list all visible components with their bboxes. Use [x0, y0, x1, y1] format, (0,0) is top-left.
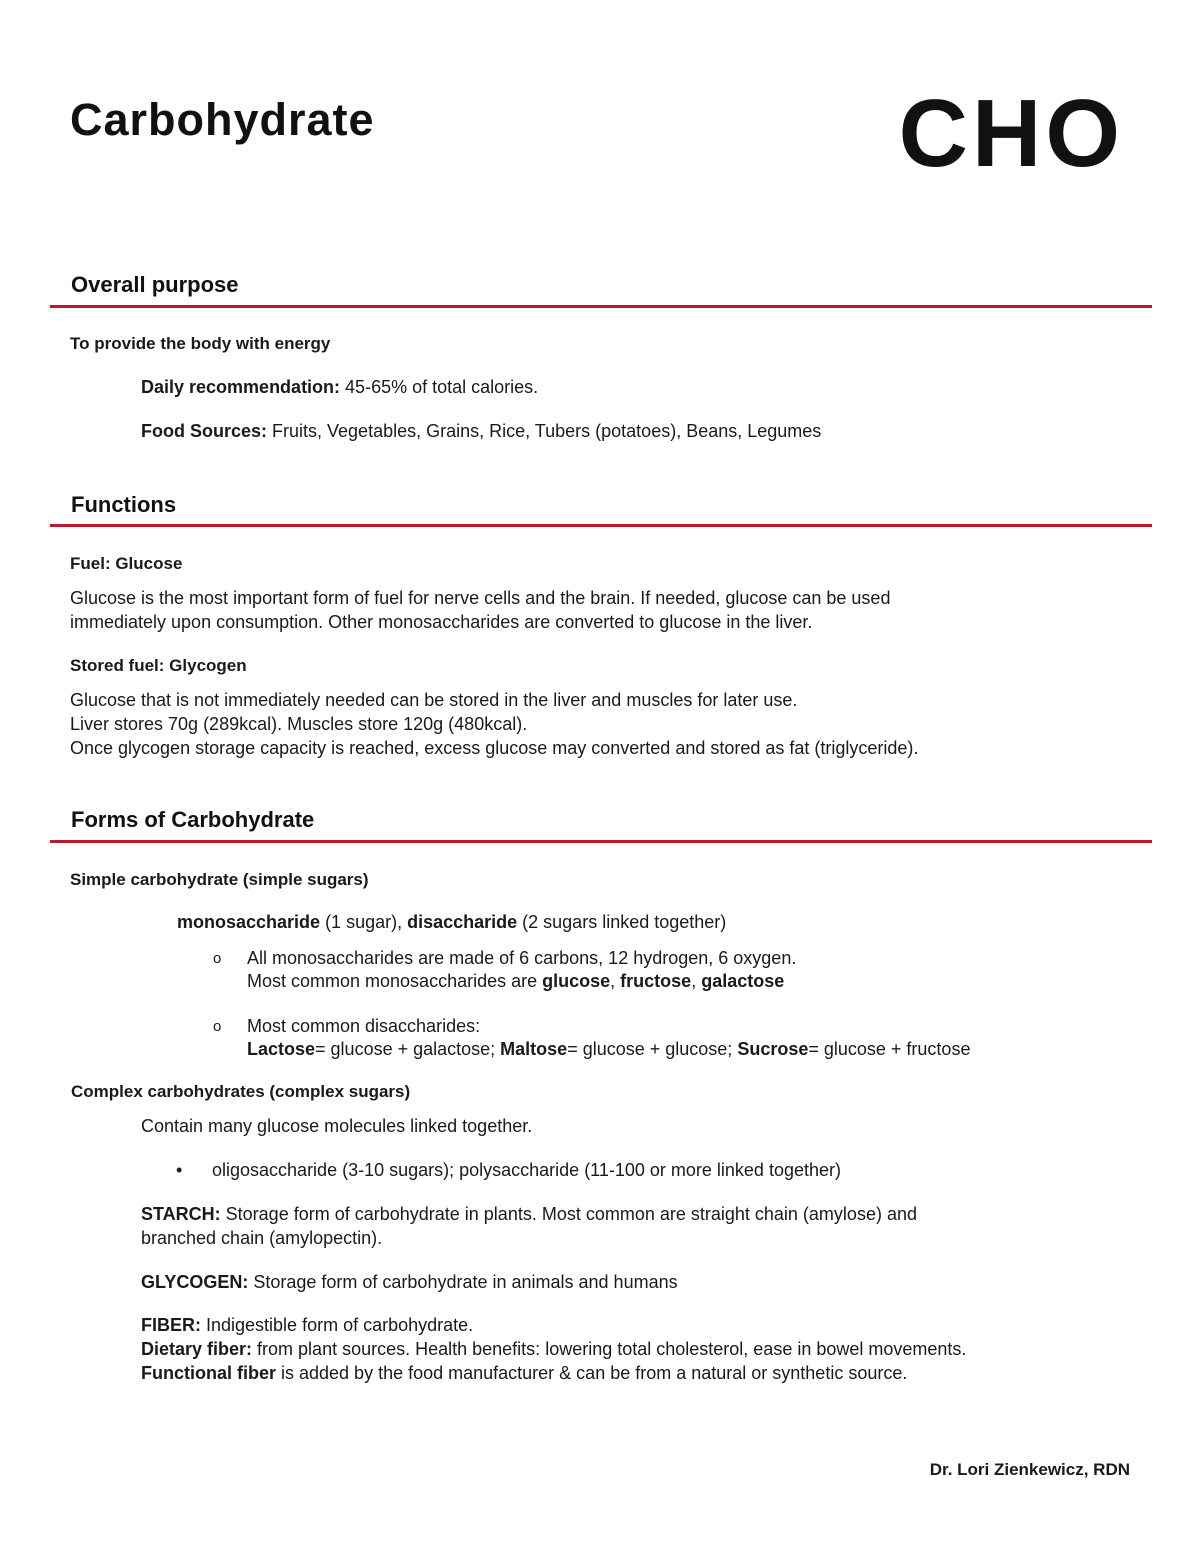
functional-fiber-line: [141, 1361, 907, 1385]
footer-author: Dr. Lori Zienkewicz, RDN: [929, 1460, 1130, 1479]
functional-fiber-label: Functional fiber: [141, 1363, 276, 1383]
daily-value: 45-65% of total calories.: [340, 377, 539, 397]
glycogen-text: Storage form of carbohydrate in animals and humans: [248, 1272, 678, 1292]
glycogen-line: [141, 1270, 678, 1294]
bullet-marker: o: [213, 1018, 222, 1035]
glucose-term: glucose: [542, 971, 611, 991]
di-text-line: Most common disaccharides:: [247, 1016, 481, 1036]
bullet-marker: o: [213, 950, 222, 967]
mono-common-line: [247, 969, 784, 993]
fiber-label: FIBER:: [141, 1315, 201, 1335]
simple-carbs-heading: Simple carbohydrate (simple sugars): [70, 870, 369, 889]
purpose-lead: To provide the body with energy: [70, 334, 331, 353]
disaccharide-term: disaccharide: [407, 912, 518, 932]
simple-carbs-definition: [177, 910, 726, 934]
dietary-fiber-line: [141, 1337, 966, 1361]
section-divider: [50, 305, 1152, 308]
complex-carbs-heading: Complex carbohydrates (complex sugars): [71, 1082, 411, 1101]
monosaccharide-term: monosaccharide: [177, 912, 321, 932]
section-heading-forms: Forms of Carbohydrate: [71, 807, 315, 832]
stored-fuel-heading: Stored fuel: Glycogen: [70, 656, 247, 675]
fiber-text: Indigestible form of carbohydrate.: [201, 1315, 474, 1335]
daily-recommendation: [141, 375, 538, 399]
stored-text-line: Glucose that is not immediately needed can be stored in the liver and muscles for later use.: [70, 690, 798, 710]
food-sources: [141, 419, 821, 443]
starch-label: STARCH:: [141, 1204, 221, 1224]
maltose-term: Maltose: [500, 1039, 568, 1059]
complex-bullet-text: oligosaccharide (3-10 sugars); polysaccharide (11-100 or more linked together): [212, 1160, 841, 1180]
sources-value: Fruits, Vegetables, Grains, Rice, Tubers (potatoes), Beans, Legumes: [267, 421, 822, 441]
galactose-term: galactose: [701, 971, 785, 991]
fructose-term: fructose: [620, 971, 692, 991]
sucrose-term: Sucrose: [737, 1039, 809, 1059]
sucrose-equation: = glucose + fructose: [808, 1039, 971, 1059]
fuel-text-line: Glucose is the most important form of fuel for nerve cells and the brain. If needed, glucose can be used: [70, 588, 891, 608]
daily-label: Daily recommendation:: [141, 377, 341, 397]
section-heading-overall-purpose: Overall purpose: [71, 272, 239, 297]
fiber-line: [141, 1313, 473, 1337]
fuel-text-line: immediately upon consumption. Other monosaccharides are converted to glucose in the liver.: [70, 612, 813, 632]
functional-fiber-text: is added by the food manufacturer & can be from a natural or synthetic source.: [276, 1363, 908, 1383]
dietary-fiber-text: from plant sources. Health benefits: lowering total cholesterol, ease in bowel movements.: [252, 1339, 967, 1359]
disaccharide-desc: (2 sugars linked together): [517, 912, 727, 932]
mono-common-prefix: Most common monosaccharides are: [247, 971, 543, 991]
section-heading-functions: Functions: [71, 492, 177, 517]
stored-text-line: Once glycogen storage capacity is reached, excess glucose may converted and stored as fat (triglyceride).: [70, 738, 919, 758]
dietary-fiber-label: Dietary fiber:: [141, 1339, 253, 1359]
stored-text-line: Liver stores 70g (289kcal). Muscles store 120g (480kcal).: [70, 714, 528, 734]
section-divider: [50, 840, 1152, 843]
sources-label: Food Sources:: [141, 421, 268, 441]
complex-carbs-description: Contain many glucose molecules linked together.: [141, 1116, 533, 1136]
lactose-term: Lactose: [247, 1039, 316, 1059]
starch-line-continued: branched chain (amylopectin).: [141, 1228, 383, 1248]
disaccharide-equations: [247, 1037, 970, 1061]
lactose-equation: = glucose + galactose;: [315, 1039, 501, 1059]
document-title: Carbohydrate: [70, 94, 375, 145]
document-abbreviation: CHO: [898, 80, 1124, 187]
monosaccharide-desc: (1 sugar),: [320, 912, 408, 932]
section-divider: [50, 524, 1152, 527]
glycogen-label: GLYCOGEN:: [141, 1272, 249, 1292]
fuel-heading: Fuel: Glucose: [70, 554, 183, 573]
separator: ,: [691, 971, 702, 991]
starch-text: Storage form of carbohydrate in plants. Most common are straight chain (amylose) and: [220, 1204, 917, 1224]
maltose-equation: = glucose + glucose;: [567, 1039, 738, 1059]
separator: ,: [610, 971, 621, 991]
mono-text-line: All monosaccharides are made of 6 carbons, 12 hydrogen, 6 oxygen.: [247, 948, 797, 968]
bullet-marker: •: [176, 1160, 183, 1180]
starch-line: [141, 1202, 917, 1226]
